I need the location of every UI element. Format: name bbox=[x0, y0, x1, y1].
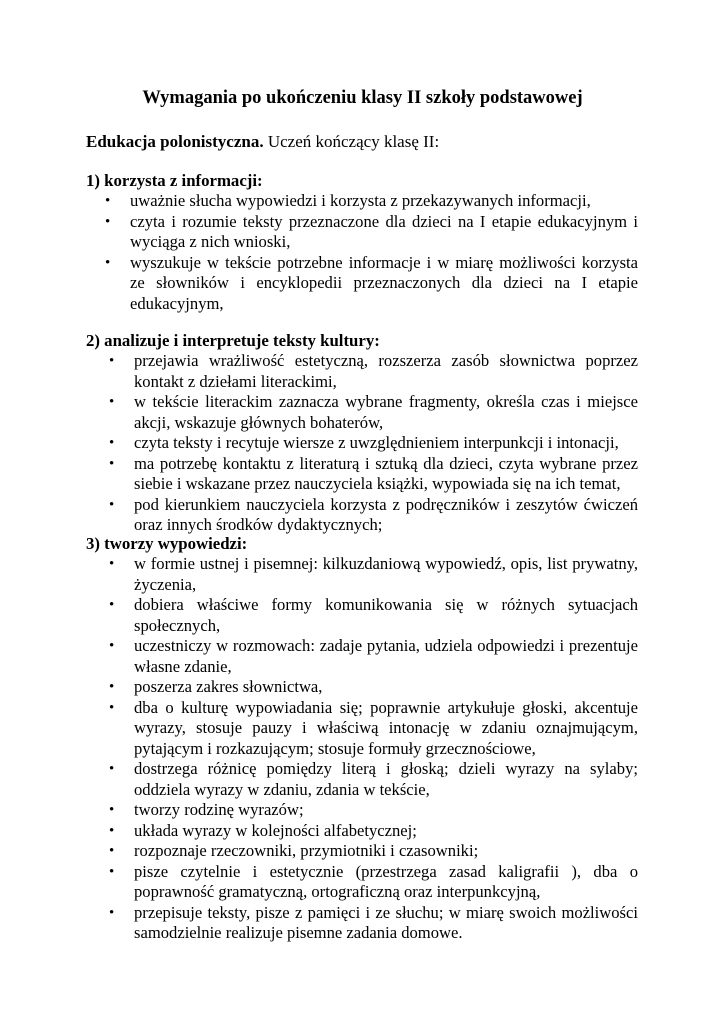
section-heading-1: 1) korzysta z informacji: bbox=[86, 171, 263, 190]
list-item: • przepisuje teksty, pisze z pamięci i ze słuchu; w miarę swoich możliwości samodzielnie realizuje pisemne zadania domowe. bbox=[134, 903, 638, 944]
section-heading-3: 3) tworzy wypowiedzi: bbox=[86, 534, 248, 553]
list-item: • wyszukuje w tekście potrzebne informacje i w miarę możliwości korzysta ze słowników i encyklopedii przeznaczonych dla dzieci na I etapie edukacyjnym, bbox=[130, 253, 638, 315]
list-item: • czyta i rozumie teksty przeznaczone dla dzieci na I etapie edukacyjnym i wyciąga z nich wnioski, bbox=[130, 212, 638, 253]
list-item: • dostrzega różnicę pomiędzy literą i głoską; dzieli wyrazy na sylaby; oddziela wyrazy w zdaniu, zdania w tekście, bbox=[134, 759, 638, 800]
list-item: • pisze czytelnie i estetycznie (przestrzega zasad kaligrafii ), dba o poprawność gramatyczną, ortograficzną oraz interpunkcyjną, bbox=[134, 862, 638, 903]
list-item: • ma potrzebę kontaktu z literaturą i sztuką dla dzieci, czyta wybrane przez siebie i wskazane przez nauczyciela książki, wypowiada się na ich temat, bbox=[134, 454, 638, 495]
list-item: • w formie ustnej i pisemnej: kilkuzdaniową wypowiedź, opis, list prywatny, życzenia, bbox=[134, 554, 638, 595]
subject-description: Uczeń kończący klasę II: bbox=[263, 132, 440, 151]
document-title: Wymagania po ukończeniu klasy II szkoły podstawowej bbox=[142, 88, 583, 108]
section-list-2 bbox=[134, 351, 638, 536]
list-item: • uważnie słucha wypowiedzi i korzysta z przekazywanych informacji, bbox=[130, 191, 638, 212]
list-item: • dobiera właściwe formy komunikowania się w różnych sytuacjach społecznych, bbox=[134, 595, 638, 636]
list-item: • pod kierunkiem nauczyciela korzysta z podręczników i zeszytów ćwiczeń oraz innych środków dydaktycznych; bbox=[134, 495, 638, 536]
list-item: • dba o kulturę wypowiadania się; poprawnie artykułuje głoski, akcentuje wyrazy, stosuje pauzy i właściwą intonację w zdaniu oznajmującym, pytającym i rozkazującym; stosuje formuły grzecznościowe, bbox=[134, 698, 638, 760]
list-item: • czyta teksty i recytuje wiersze z uwzględnieniem interpunkcji i intonacji, bbox=[134, 433, 638, 454]
list-item: • tworzy rodzinę wyrazów; bbox=[134, 800, 638, 821]
list-item: • w tekście literackim zaznacza wybrane fragmenty, określa czas i miejsce akcji, wskazuje głównych bohaterów, bbox=[134, 392, 638, 433]
list-item: • przejawia wrażliwość estetyczną, rozszerza zasób słownictwa poprzez kontakt z dziełami literackimi, bbox=[134, 351, 638, 392]
section-list-3 bbox=[134, 554, 638, 944]
list-item: • poszerza zakres słownictwa, bbox=[134, 677, 638, 698]
subject-line bbox=[86, 132, 439, 152]
list-item: • uczestniczy w rozmowach: zadaje pytania, udziela odpowiedzi i prezentuje własne zdanie, bbox=[134, 636, 638, 677]
list-item: • rozpoznaje rzeczowniki, przymiotniki i czasowniki; bbox=[134, 841, 638, 862]
subject-name: Edukacja polonistyczna. bbox=[86, 132, 264, 151]
list-item: • układa wyrazy w kolejności alfabetycznej; bbox=[134, 821, 638, 842]
section-heading-2: 2) analizuje i interpretuje teksty kultury: bbox=[86, 331, 380, 350]
section-list-1 bbox=[130, 191, 638, 314]
